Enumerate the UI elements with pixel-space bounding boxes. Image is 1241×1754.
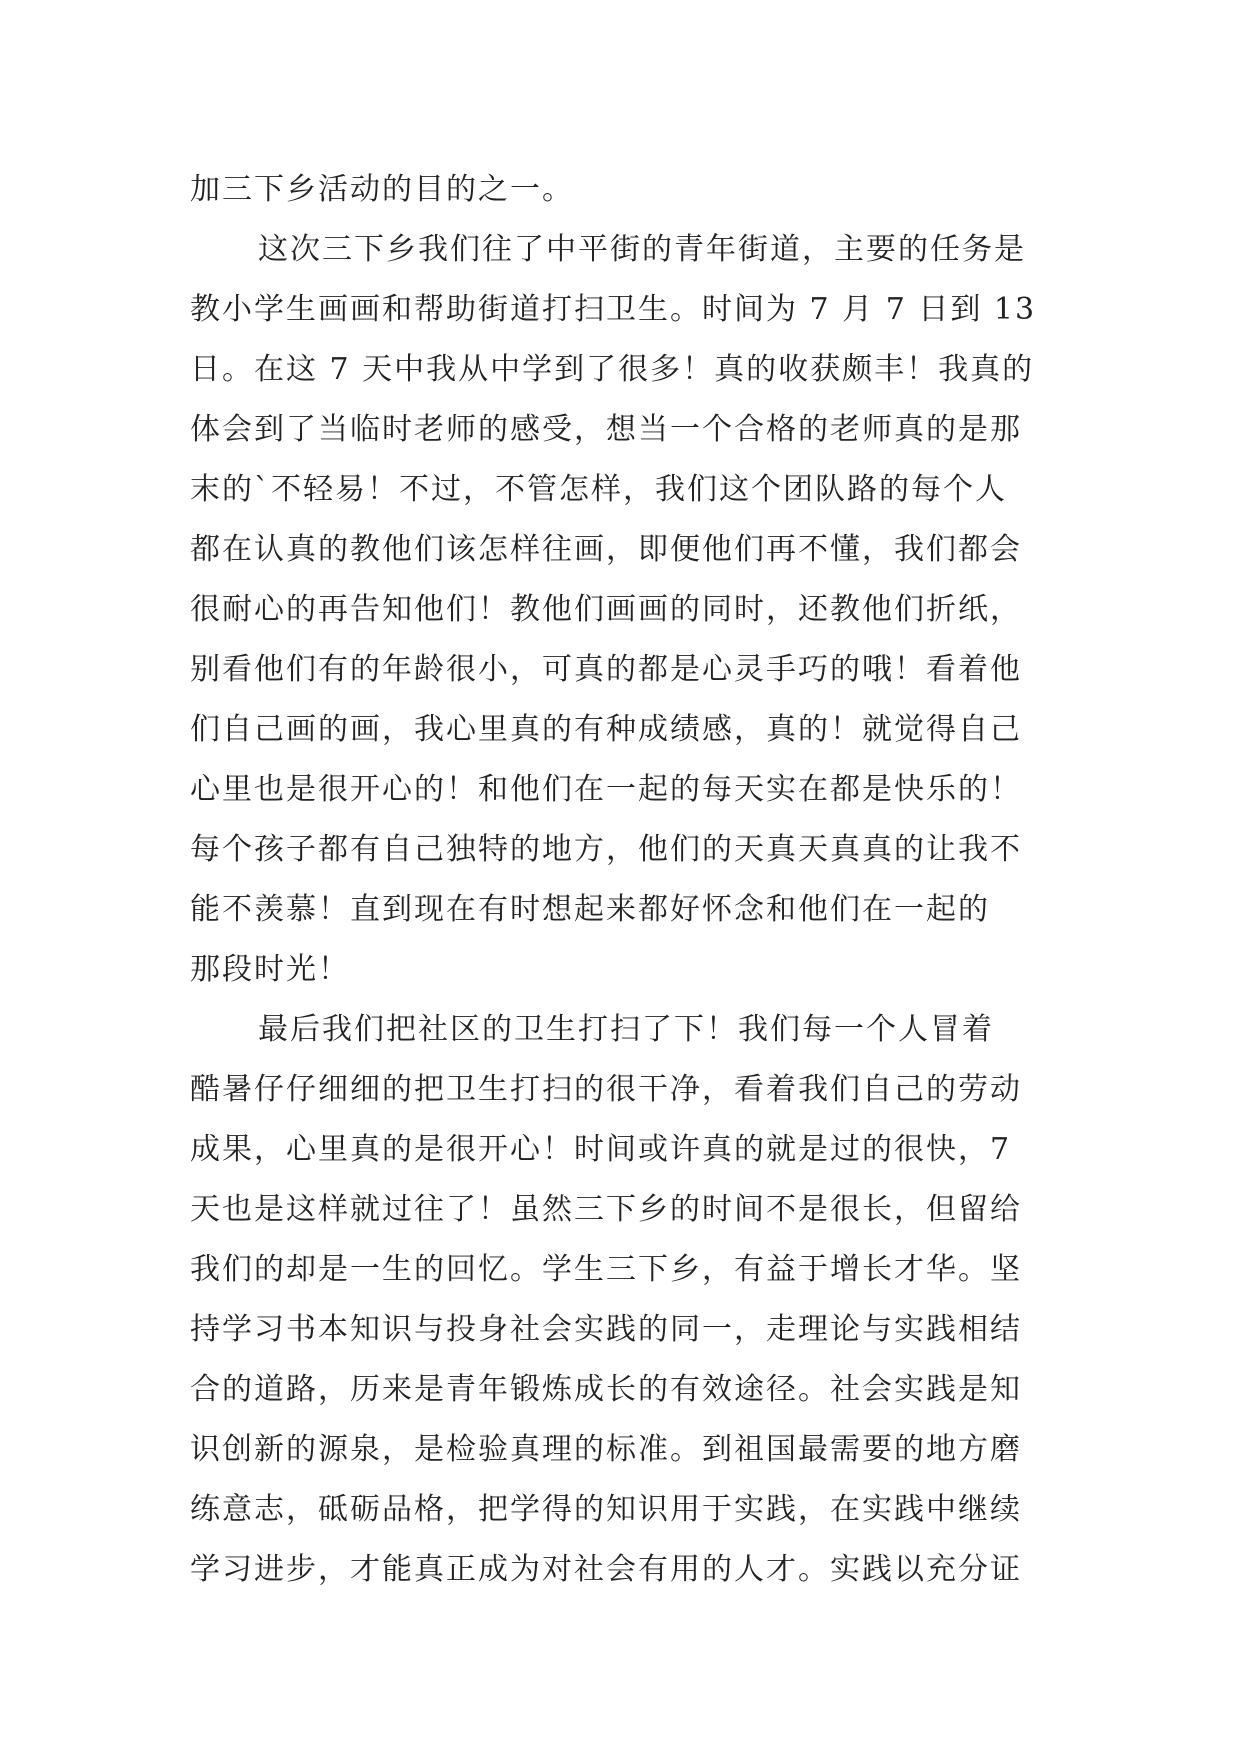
text-line: 成果，心里真的是很开心！时间或许真的就是过的很快，7 [190, 1132, 1012, 1167]
text-line: 末的`不轻易！不过，不管怎样，我们这个团队路的每个人 [190, 472, 1007, 507]
text-line: 识创新的源泉，是检验真理的标准。到祖国最需要的地方磨 [190, 1432, 1022, 1467]
text-line: 日。在这 7 天中我从中学到了很多！真的收获颇丰！我真的 [190, 352, 1035, 387]
text-line: 别看他们有的年龄很小，可真的都是心灵手巧的哦！看着他 [190, 652, 1022, 687]
text-line: 我们的却是一生的回忆。学生三下乡，有益于增长才华。坚 [190, 1252, 1022, 1287]
text-line: 天也是这样就过往了！虽然三下乡的时间不是很长，但留给 [190, 1192, 1022, 1227]
text-line: 都在认真的教他们该怎样往画，即便他们再不懂，我们都会 [190, 532, 1022, 567]
text-line: 这次三下乡我们往了中平街的青年街道，主要的任务是 [258, 232, 1026, 267]
text-line: 学习进步，才能真正成为对社会有用的人才。实践以充分证 [190, 1552, 1022, 1587]
body-text [190, 160, 1050, 1600]
text-line: 们自己画的画，我心里真的有种成绩感，真的！就觉得自己 [190, 712, 1022, 747]
text-line: 最后我们把社区的卫生打扫了下！我们每一个人冒着 [258, 1012, 994, 1047]
text-line: 练意志，砥砺品格，把学得的知识用于实践，在实践中继续 [190, 1492, 1022, 1527]
text-line: 体会到了当临时老师的感受，想当一个合格的老师真的是那 [190, 412, 1022, 447]
text-line: 加三下乡活动的目的之一。 [190, 172, 574, 207]
text-line: 很耐心的再告知他们！教他们画画的同时，还教他们折纸， [190, 592, 1022, 627]
text-line: 合的道路，历来是青年锻炼成长的有效途径。社会实践是知 [190, 1372, 1022, 1407]
text-line: 酷暑仔仔细细的把卫生打扫的很干净，看着我们自己的劳动 [190, 1072, 1022, 1107]
text-line: 那段时光！ [190, 952, 350, 987]
text-line: 每个孩子都有自己独特的地方，他们的天真天真真的让我不 [190, 832, 1022, 867]
text-line: 心里也是很开心的！和他们在一起的每天实在都是快乐的！ [190, 772, 1022, 807]
text-line: 能不羡慕！直到现在有时想起来都好怀念和他们在一起的 [190, 892, 990, 927]
text-line: 持学习书本知识与投身社会实践的同一，走理论与实践相结 [190, 1312, 1022, 1347]
text-line: 教小学生画画和帮助街道打扫卫生。时间为 7 月 7 日到 13 [190, 292, 1037, 327]
